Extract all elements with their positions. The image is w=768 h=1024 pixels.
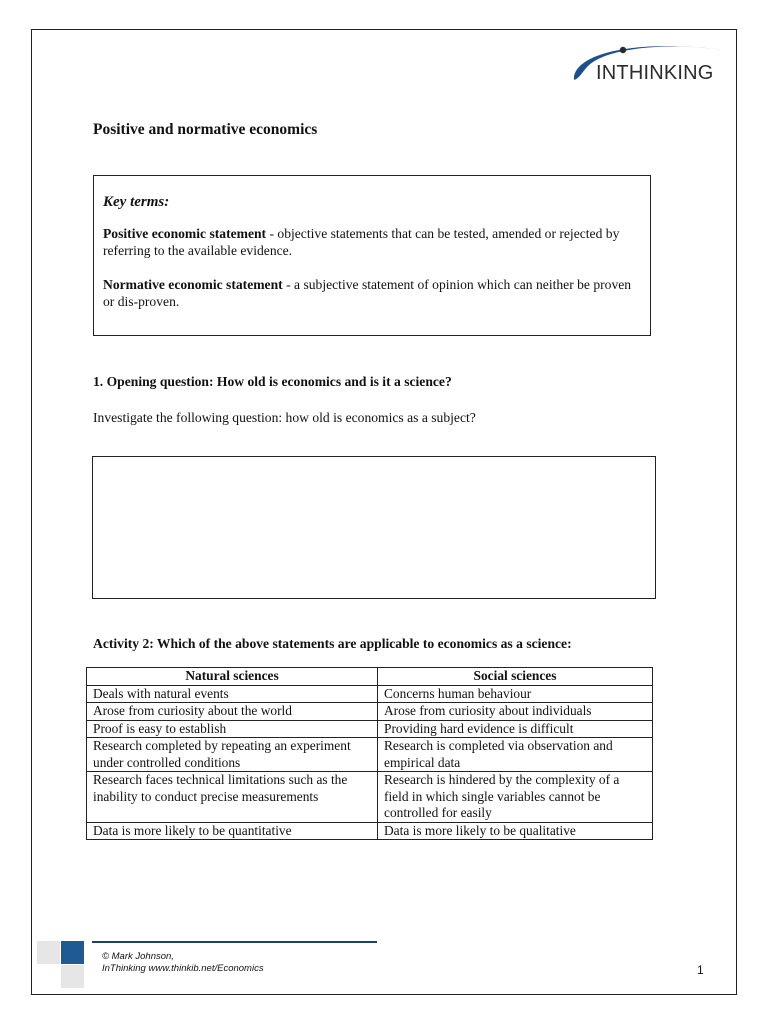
table-cell: Concerns human behaviour — [378, 685, 653, 703]
key-term-definition: - a subjective statement of opinion which can neither be proven or dis-proven. — [103, 277, 632, 309]
table-cell: Proof is easy to establish — [87, 720, 378, 738]
table-row — [87, 822, 653, 840]
key-term-positive — [103, 225, 641, 259]
footer-decor-square — [61, 941, 84, 964]
table-cell: Arose from curiosity about the world — [87, 703, 378, 721]
footer-decor-square — [61, 965, 84, 988]
key-terms-box — [93, 175, 651, 336]
question1-instruction: Investigate the following question: how old is economics as a subject? — [93, 410, 476, 425]
key-term-label: Normative economic statement — [103, 277, 283, 292]
footer-site: InThinking www.thinkib.net/Economics — [102, 963, 264, 974]
table-cell: Research is completed via observation and empirical data — [378, 738, 653, 772]
key-term-normative — [103, 276, 641, 310]
page-number: 1 — [697, 963, 704, 977]
table-cell: Data is more likely to be qualitative — [378, 822, 653, 840]
table-cell: Research faces technical limitations such as the inability to conduct precise measurements — [87, 772, 378, 823]
answer-box[interactable] — [92, 456, 656, 599]
table-cell: Research completed by repeating an experiment under controlled conditions — [87, 738, 378, 772]
question1-heading: 1. Opening question: How old is economics and is it a science? — [93, 374, 452, 389]
footer-copyright: © Mark Johnson, — [102, 951, 174, 962]
key-term-definition: - objective statements that can be tested, amended or rejected by referring to the available evidence. — [103, 226, 620, 258]
activity2-heading: Activity 2: Which of the above statements are applicable to economics as a science: — [93, 636, 572, 651]
table-row — [87, 703, 653, 721]
table-row — [87, 685, 653, 703]
key-term-label: Positive economic statement — [103, 226, 267, 241]
column-header-social: Social sciences — [378, 668, 653, 686]
sciences-table — [86, 667, 653, 840]
inthinking-logo-text: INTHINKING — [596, 62, 714, 84]
table-cell: Research is hindered by the complexity of a field in which single variables cannot be controlled for easily — [378, 772, 653, 823]
table-row — [87, 772, 653, 823]
footer-credits — [102, 951, 264, 975]
table-cell: Providing hard evidence is difficult — [378, 720, 653, 738]
table-cell: Deals with natural events — [87, 685, 378, 703]
column-header-natural: Natural sciences — [87, 668, 378, 686]
table-row — [87, 720, 653, 738]
footer-divider — [92, 941, 377, 943]
table-header-row — [87, 668, 653, 686]
page-title: Positive and normative economics — [93, 121, 318, 138]
table-cell: Arose from curiosity about individuals — [378, 703, 653, 721]
table-cell: Data is more likely to be quantitative — [87, 822, 378, 840]
key-terms-heading: Key terms: — [103, 194, 170, 210]
table-row — [87, 738, 653, 772]
footer-decor-square — [37, 941, 60, 964]
